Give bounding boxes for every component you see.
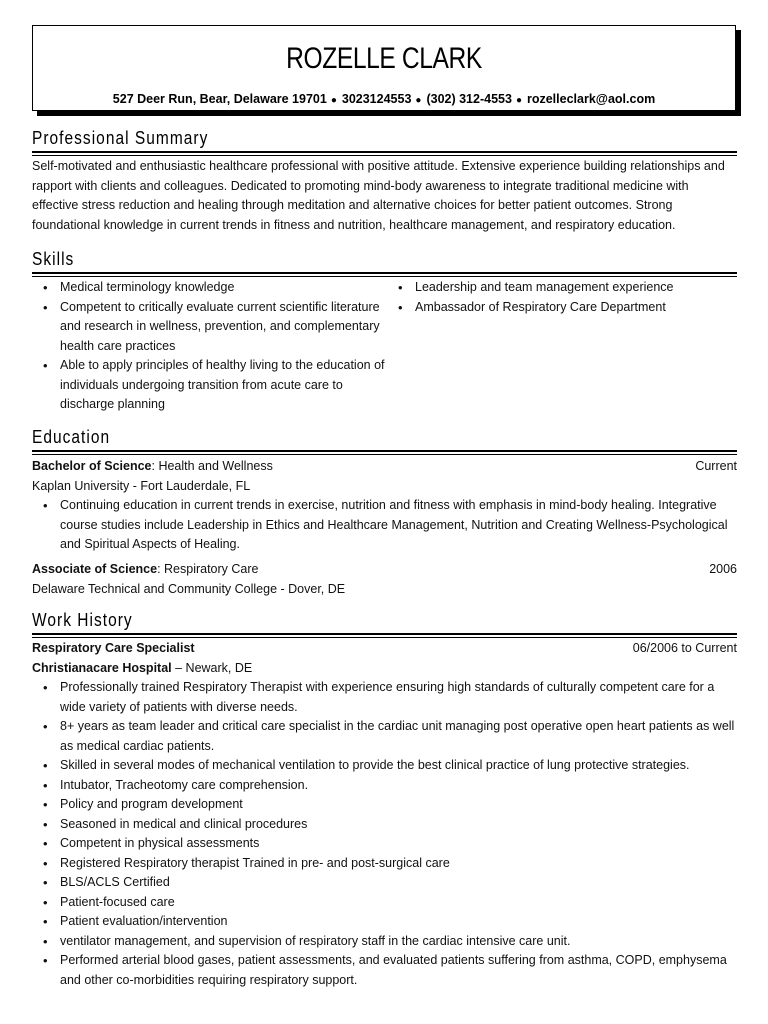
education-entry — [32, 559, 737, 599]
job-bullet: • 8+ years as team leader and critical care specialist in the cardiac unit managing post operative open heart patients as well as medical cardiac patients. — [32, 717, 737, 756]
degree-name: Bachelor of Science — [32, 459, 152, 473]
job-bullets — [32, 678, 737, 990]
job-bullet: • Seasoned in medical and clinical procedures — [32, 815, 737, 835]
phone-secondary: (302) 312-4553 — [426, 92, 512, 106]
employer-name: Christianacare Hospital — [32, 661, 172, 675]
skills-columns — [32, 278, 737, 415]
school-name: Delaware Technical and Community College - Dover, DE — [32, 581, 346, 596]
job-bullet: • BLS/ACLS Certified — [32, 873, 737, 893]
bullet-separator: ● — [330, 95, 337, 106]
skill-item: • Able to apply principles of healthy living to the education of individuals undergoing transition from acute care to discharge planning — [32, 356, 387, 415]
education-header-row — [32, 559, 737, 579]
bullet-separator: ● — [515, 95, 522, 106]
job-bullet: • Patient-focused care — [32, 893, 737, 913]
degree-field: : Health and Wellness — [151, 459, 273, 473]
job-bullet: • Policy and program development — [32, 795, 737, 815]
bullet-separator: ● — [415, 95, 422, 106]
header-box — [32, 25, 736, 111]
skill-item: • Medical terminology knowledge — [32, 278, 387, 298]
job-bullet: • ventilator management, and supervision of respiratory staff in the cardiac intensive care unit. — [32, 932, 737, 952]
job-bullet: • Professionally trained Respiratory Therapist with experience ensuring high standards of culturally competent care for a wide variety of patients with diverse needs. — [32, 678, 737, 717]
skill-item: • Ambassador of Respiratory Care Department — [387, 298, 737, 318]
section-title: Skills — [32, 249, 75, 269]
contact-line — [33, 92, 735, 106]
employer-row — [32, 658, 737, 678]
education-bullet: • Continuing education in current trends in exercise, nutrition and fitness with emphasis in mind-body healing. Integrative course studies include Leadership in Ethics and Healthcare Management, Nutrition and Creating Wellness-Psychological and Spiritual Aspects of Healing. — [32, 496, 737, 555]
education-header-row — [32, 456, 737, 476]
job-bullet: • Intubator, Tracheotomy care comprehension. — [32, 776, 737, 796]
job-bullet: • Skilled in several modes of mechanical ventilation to provide the best clinical practice of lung protective strategies. — [32, 756, 737, 776]
job-bullet: • Registered Respiratory therapist Trained in pre- and post-surgical care — [32, 854, 737, 874]
work-section — [32, 610, 737, 990]
job-dates: 06/2006 to Current — [632, 641, 737, 655]
education-section — [32, 427, 737, 599]
candidate-name: ROZELLE CLARK — [286, 42, 482, 75]
school-name: Kaplan University - Fort Lauderdale, FL — [32, 479, 251, 493]
job-title: Respiratory Care Specialist — [32, 641, 195, 655]
education-bullets — [32, 496, 737, 555]
skills-list-left — [32, 278, 387, 415]
summary-section — [32, 128, 737, 235]
education-date: 2006 — [709, 561, 737, 576]
skill-item: • Competent to critically evaluate current scientific literature and research in wellness, prevention, and complementary health care practices — [32, 298, 387, 357]
phone-primary: 3023124553 — [341, 92, 412, 106]
job-header-row — [32, 638, 737, 658]
education-entry — [32, 456, 737, 555]
degree-name: Associate of Science — [32, 561, 158, 576]
skill-item: • Leadership and team management experience — [387, 278, 737, 298]
job-bullet: • Performed arterial blood gases, patient assessments, and evaluated patients suffering from asthma, COPD, emphysema and other co-morbidities requiring respiratory support. — [32, 951, 737, 990]
job-bullet: • Patient evaluation/intervention — [32, 912, 737, 932]
education-date: Current — [695, 459, 737, 473]
skills-section — [32, 249, 737, 415]
skills-list-right — [387, 278, 737, 415]
section-title: Professional Summary — [32, 128, 209, 148]
section-divider — [32, 272, 737, 277]
job-bullet: • Competent in physical assessments — [32, 834, 737, 854]
summary-text: Self-motivated and enthusiastic healthcare professional with positive attitude. Extensive experience building relationships and rapport with clients and colleagues. Dedicated to promoting mind-body awareness to integrate traditional medicine with effective stress reduction and healing through meditation and alternative choices for better patient outcomes. Strong foundational knowledge in current trends in fitness and nutrition, healthcare management, and respiratory education. — [32, 159, 725, 232]
section-divider — [32, 450, 737, 455]
section-title: Education — [32, 427, 111, 447]
section-divider — [32, 151, 737, 156]
section-title: Work History — [32, 610, 133, 630]
employer-location: – Newark, DE — [171, 661, 253, 675]
degree-field: : Respiratory Care — [157, 561, 259, 576]
address: 527 Deer Run, Bear, Delaware 19701 — [112, 92, 327, 106]
email[interactable]: rozelleclark@aol.com — [526, 92, 656, 106]
